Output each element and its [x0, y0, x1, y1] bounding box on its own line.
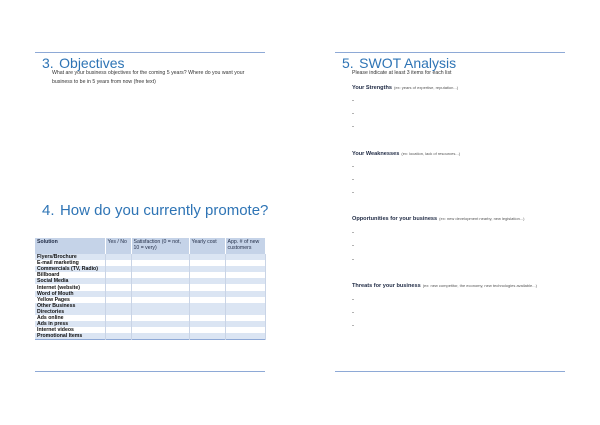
threats-note: (ex: new competitor, the economy, new technologies available...) — [422, 283, 537, 288]
col-yearly-cost: Yearly cost — [189, 238, 225, 254]
col-solution: Solution — [35, 238, 105, 254]
threats-bullet-3[interactable]: - — [352, 323, 354, 329]
opportunities-label: Opportunities for your business — [352, 216, 438, 222]
opportunities-bullet-2[interactable]: - — [352, 243, 354, 249]
row-solution: Billboard — [35, 272, 105, 278]
strengths-bullet-1[interactable]: - — [352, 98, 354, 104]
promotion-table — [35, 238, 266, 340]
col-satisfaction: Satisfaction (0 = not, 10 = very) — [131, 238, 189, 254]
opportunities-bullet-1[interactable]: - — [352, 230, 354, 236]
strengths-heading — [352, 85, 458, 91]
weaknesses-bullet-1[interactable]: - — [352, 164, 354, 170]
customers-cell[interactable] — [225, 333, 265, 340]
row-solution: Internet (website) — [35, 284, 105, 290]
objectives-question: What are your business objectives for the coming 5 years? Where do you want your business to be in 5 years from now (free text) — [52, 70, 245, 85]
row-solution: Other Business Directories — [35, 303, 105, 315]
row-solution: Promotional Items — [35, 333, 105, 340]
yes-no-cell[interactable] — [105, 303, 131, 315]
row-solution: Word of Mouth — [35, 291, 105, 297]
opportunities-bullet-3[interactable]: - — [352, 257, 354, 263]
weaknesses-bullet-3[interactable]: - — [352, 190, 354, 196]
top-rule-right — [335, 52, 565, 53]
promote-title: How do you currently promote? — [59, 202, 269, 219]
table-row — [35, 333, 265, 340]
col-yes-no: Yes / No — [105, 238, 131, 254]
row-solution: Social Media — [35, 278, 105, 284]
opportunities-heading — [352, 216, 524, 222]
weaknesses-label: Your Weaknesses — [352, 151, 400, 157]
swot-intro: Please indicate at least 3 items for each list — [352, 70, 452, 76]
weaknesses-note: (ex: location, lack of resources...) — [401, 151, 461, 156]
cost-cell[interactable] — [189, 333, 225, 340]
bottom-rule-left — [35, 371, 265, 372]
promotion-table-header — [35, 238, 265, 254]
objectives-title: Objectives — [59, 55, 125, 71]
threats-label: Threats for your business — [352, 283, 421, 289]
swot-number: 5. — [342, 55, 354, 71]
satisfaction-cell[interactable] — [131, 333, 189, 340]
table-row — [35, 303, 265, 315]
bottom-rule-right — [335, 371, 565, 372]
satisfaction-cell[interactable] — [131, 303, 189, 315]
threats-heading — [352, 283, 537, 289]
row-solution: Flyers/Brochure — [35, 254, 105, 260]
top-rule-left — [35, 52, 265, 53]
row-solution: Commercials (TV, Radio) — [35, 266, 105, 272]
row-solution: Ads online — [35, 315, 105, 321]
opportunities-note: (ex: new development nearby, new legislation...) — [439, 216, 525, 221]
promote-number: 4. — [42, 202, 55, 219]
swot-title: SWOT Analysis — [359, 55, 457, 71]
row-solution: Internet videos — [35, 327, 105, 333]
threats-bullet-1[interactable]: - — [352, 297, 354, 303]
row-solution: E-mail marketing — [35, 260, 105, 266]
promote-heading — [42, 202, 268, 220]
strengths-bullet-3[interactable]: - — [352, 124, 354, 130]
weaknesses-bullet-2[interactable]: - — [352, 177, 354, 183]
yes-no-cell[interactable] — [105, 333, 131, 340]
strengths-note: (ex: years of expertise, reputation...) — [394, 85, 459, 90]
row-solution: Ads in press — [35, 321, 105, 327]
strengths-bullet-2[interactable]: - — [352, 111, 354, 117]
strengths-label: Your Strengths — [352, 85, 392, 91]
cost-cell[interactable] — [189, 303, 225, 315]
objectives-number: 3. — [42, 55, 54, 71]
weaknesses-heading — [352, 151, 460, 157]
row-solution: Yellow Pages — [35, 297, 105, 303]
threats-bullet-2[interactable]: - — [352, 310, 354, 316]
col-new-customers: App. # of new customers — [225, 238, 265, 254]
customers-cell[interactable] — [225, 303, 265, 315]
